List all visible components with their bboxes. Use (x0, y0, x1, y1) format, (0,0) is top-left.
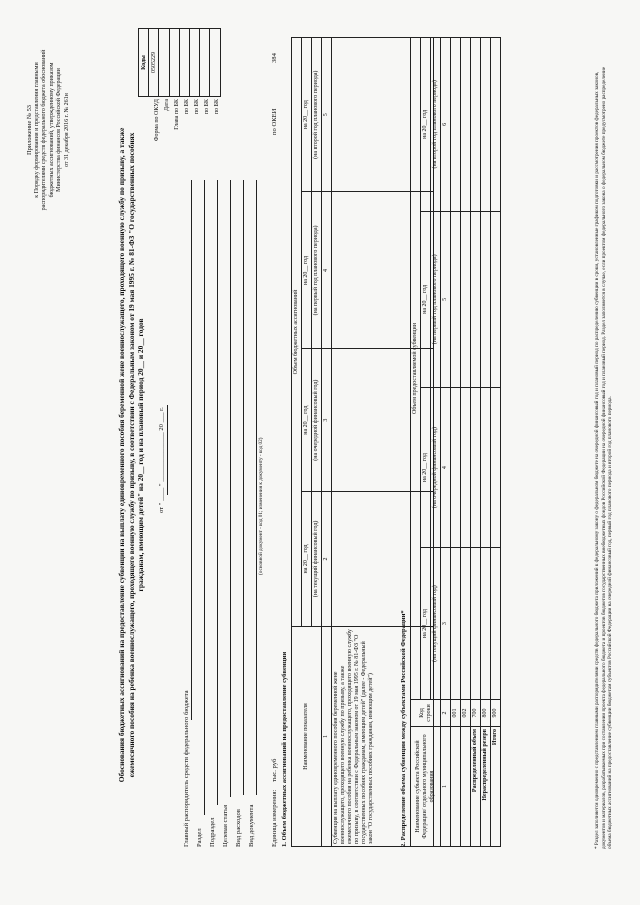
code-labels (152, 99, 222, 163)
t2-cell (471, 211, 481, 387)
t2-row-code: 002 (461, 700, 471, 727)
doc-hint: (основной документ - код 01; изменения к документу - код 02) (258, 437, 264, 575)
title-line-3: гражданам, имеющим детей" на 20__ год и на плановый период 20__ и 20__ годов (136, 318, 146, 592)
label-edinitsa: Единица измерения: (271, 789, 278, 847)
code-label-bk4: по БК (214, 99, 220, 115)
title-line-1: Обоснования бюджетных ассигнований на предоставление субвенции на выплату единовременного пособия беременной жене военнослужащего, проходящего военную службу по призыву, а также (117, 127, 126, 783)
date-line-text: от " ____ " _______________ 20 ___ г. (158, 407, 165, 513)
t1-sub-next: (на очередной финансовый год) (312, 349, 322, 491)
underline-vid-dokumenta (256, 180, 257, 795)
t1-sub-plan1: (на первый год планового периода) (312, 192, 322, 349)
t1-sub-current: (на текущий финансовый год) (312, 491, 322, 626)
t2-sub-next: (на очередной финансовый год) (431, 388, 441, 548)
date-line (158, 407, 165, 513)
t2-colnum: 5 (441, 211, 451, 387)
t2-head-y1: на 20__ год (421, 548, 431, 700)
underline-razdel (204, 180, 205, 815)
t2-row-name: Итого (491, 727, 501, 847)
t2-cell (481, 548, 491, 700)
t2-cell (451, 211, 461, 387)
code-label-date: Дата (164, 99, 170, 111)
t2-cell (461, 388, 471, 548)
label-glavny: Главный распорядитель средств федерального бюджета (183, 690, 190, 847)
t1-head-y4: на 20__ год (302, 38, 312, 192)
t2-sub-current: (на текущий финансовый год) (431, 548, 441, 700)
appendix-line-1: к Порядку формирования и представления главными (33, 62, 40, 198)
label-okei: по ОКЕИ (271, 108, 278, 135)
code-date (159, 29, 169, 97)
t2-cell (461, 727, 471, 847)
t2-row-name: Нераспределенный резерв (481, 727, 491, 847)
code-okud: 0505229 (149, 29, 159, 97)
t2-colnum: 3 (441, 548, 451, 700)
appendix-line-5: от 31 декабря 2016 г. № 261н (63, 93, 70, 167)
t2-head-volume: Объем предоставляемой субвенции (411, 38, 421, 700)
t2-row-name: Распределенный объем (471, 727, 481, 847)
t1-colnum: 3 (322, 349, 332, 491)
t2-cell (461, 548, 471, 700)
t2-cell (481, 38, 491, 212)
form-title (117, 65, 146, 845)
code-label-bk3: по БК (204, 99, 210, 115)
t2-row-code: 001 (451, 700, 461, 727)
underline-glavny (191, 180, 192, 720)
t2-colnum: 1 (441, 727, 451, 847)
t2-row-code: 700 (471, 700, 481, 727)
t2-cell (491, 211, 501, 387)
code-bk4 (210, 29, 220, 97)
t2-cell (491, 388, 501, 548)
t1-row-subsidy: Субвенция на выплату единовременного пособия беременной жене военнослужащего, проходящего военную службу по призыву, а также ежемесячного пособия на ребенка военнослужащего, проходящего военную службу по призыву, в соответствии с Федеральным законом от 19 мая 1995 г. № 81-ФЗ "О государственных пособиях гражданам, имеющим детей" (далее - Федеральный закон "О государственных пособиях гражданам, имеющим детей") (332, 627, 434, 847)
appendix-line-4: Министерства финансов Российской Федерации (56, 68, 63, 192)
t1-sub-plan2: (на второй год планового периода) (312, 38, 322, 192)
code-label-glava: Глава по БК (174, 99, 180, 130)
label-podrazdel: Подраздел (209, 817, 216, 847)
t1-colnum: 1 (322, 627, 332, 847)
appendix-number: Приложение № 53 (26, 105, 33, 155)
t2-colnum: 6 (441, 38, 451, 212)
t2-cell (471, 38, 481, 212)
t2-sub-plan1: (на первый год планового периода) (431, 211, 441, 387)
section-1-title: 1. Объем бюджетных ассигнований на предоставление субвенции (281, 651, 288, 847)
date-underline (167, 405, 168, 495)
table-2 (410, 37, 501, 847)
t2-cell (471, 548, 481, 700)
code-bk3 (200, 29, 210, 97)
underline-tselevaya (230, 180, 231, 797)
section-2-title: 2. Распределение объема субвенции между субъектами Российской Федерации* (400, 610, 407, 847)
t1-colnum: 5 (322, 38, 332, 192)
t2-cell (481, 211, 491, 387)
t2-cell (461, 38, 471, 212)
code-bk2 (189, 29, 199, 97)
t2-colnum: 2 (441, 700, 451, 727)
t2-cell (471, 388, 481, 548)
t2-cell (451, 548, 461, 700)
t2-cell (481, 388, 491, 548)
appendix-line-3: бюджетных ассигнований, утвержденному приказом (48, 62, 55, 198)
t2-head-name: Наименование субъекта Российской Федерации/ отдельного муниципального образования (411, 727, 441, 847)
t2-head-y4: на 20__ год (421, 38, 431, 212)
codes-box (138, 28, 221, 97)
t2-sub-plan2: (на второй год планового периода) (431, 38, 441, 212)
label-tselevaya: Целевая статья (222, 804, 229, 847)
t2-cell (451, 388, 461, 548)
t2-colnum: 4 (441, 388, 451, 548)
code-bk1 (179, 29, 189, 97)
label-razdel: Раздел (196, 828, 203, 847)
title-line-2: ежемесячного пособия на ребенка военнослужащего, проходящего военную службу по призыву, в соответствии с Федеральным законом от 19 мая 1995 г. № 81-ФЗ "О государственных пособиях (126, 132, 136, 778)
t2-cell (491, 38, 501, 212)
t2-head-y3: на 20__ год (421, 211, 431, 387)
t2-cell (491, 548, 501, 700)
t1-head-volume: Объем бюджетных ассигнований (292, 38, 302, 627)
underline-vid-rashodov (243, 180, 244, 795)
code-label-form: Форма по ОКУД (154, 99, 160, 142)
code-glava (169, 29, 179, 97)
underline-podrazdel (217, 180, 218, 805)
t1-head-y3: на 20__ год (302, 192, 312, 349)
footnote: * Раздел заполняется одновременно с представлением главными распорядителями средств федерального бюджета приложений к федеральному закону о федеральном бюджете на очередной финансовый год и плановый период по распределению субвенции в сроки, установленные графиком подготовки и рассмотрения проектов федеральных законов, документов и материалов, разрабатываемых при составлении проекта федерального бюджета и проектов бюджетов государственных внебюджетных фондов Российской Федерации на очередной финансовый год и плановый период. Раздел заполняется в случае, если проектом федерального закона о федеральном бюджете предусмотрено распределение объема бюджетных ассигнований на предоставление субвенции бюджетам субъектов Российской Федерации на очередной финансовый год, первый год планового периода и второй год планового периода. (594, 66, 613, 849)
t1-head-y1: на 20__ год (302, 491, 312, 626)
label-vid-rashodov: Вид расходов (235, 809, 242, 847)
t2-head-code: Код строки (411, 700, 441, 727)
unit-value: тыс. руб (271, 758, 278, 782)
t2-head-y2: на 20__ год (421, 388, 431, 548)
t1-head-indicator: Наименование показателя (292, 627, 322, 847)
label-vid-dokumenta: Вид документа (248, 804, 255, 847)
t1-head-y2: на 20__ год (302, 349, 312, 491)
t2-row-code: 900 (491, 700, 501, 727)
appendix-header (26, 15, 72, 245)
t2-cell (451, 38, 461, 212)
code-label-bk1: по БК (184, 99, 190, 115)
okei-value: 384 (271, 53, 278, 63)
t1-colnum: 4 (322, 192, 332, 349)
code-label-bk2: по БК (194, 99, 200, 115)
t1-colnum: 2 (322, 491, 332, 626)
t2-cell (461, 211, 471, 387)
t2-cell (451, 727, 461, 847)
t2-row-code: 800 (481, 700, 491, 727)
appendix-line-2: распорядителями средств федерального бюджета обоснований (41, 49, 48, 211)
codes-header: Коды (139, 29, 149, 97)
